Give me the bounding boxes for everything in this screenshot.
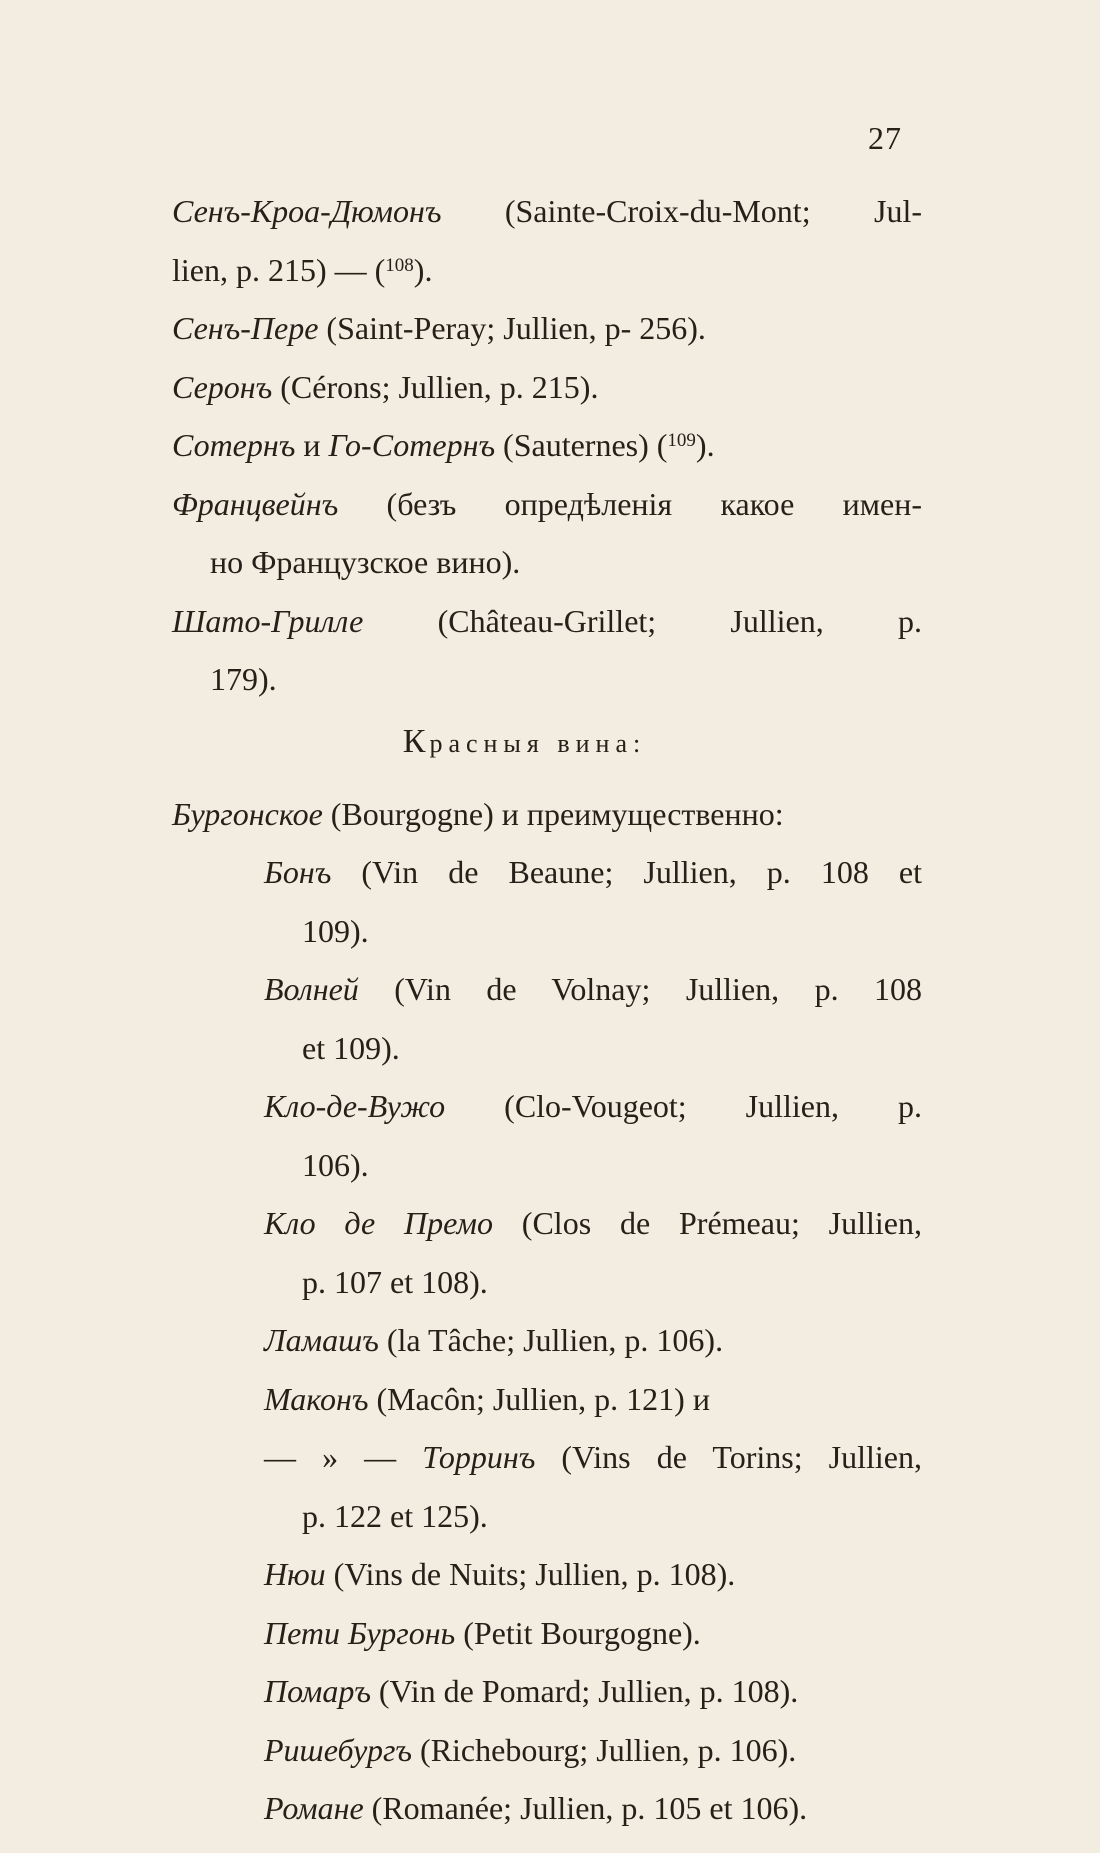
entry-text: (Vin de Beaune; Jullien, p. 108 et <box>331 854 922 890</box>
wine-entry-sauternes <box>172 416 922 475</box>
footnote-ref: 109 <box>667 430 696 451</box>
entry-text: 109). <box>302 912 369 949</box>
entry-line <box>172 1604 922 1663</box>
entry-text: 179). <box>210 661 277 697</box>
entry-head: Ламашъ <box>264 1322 379 1358</box>
entry-head: Шато-Грилле <box>172 602 364 639</box>
entry-line <box>172 1721 922 1780</box>
entry-head: Помаръ <box>264 1673 371 1709</box>
wine-entry-macon <box>172 1370 922 1429</box>
heading-text: расныя вина: <box>429 728 647 758</box>
ditto-mark: — » — <box>264 1439 423 1475</box>
entry-text: (Cérons; Jullien, p. 215). <box>272 368 599 405</box>
entry-head: Ришебургъ <box>264 1731 413 1768</box>
wine-entry-bourgogne <box>172 785 922 844</box>
wine-entry-clos-de-premeau <box>172 1194 922 1311</box>
wine-entry-volnay <box>172 960 922 1077</box>
entry-line <box>172 241 922 300</box>
wine-entry-petit-bourgogne <box>172 1604 922 1663</box>
entry-line <box>172 650 922 709</box>
footnote-ref: 108 <box>385 254 414 276</box>
entry-text: (Château-Grillet; Jullien, p. <box>363 602 922 639</box>
entry-line <box>172 1428 922 1487</box>
entry-head: Волней <box>264 971 359 1007</box>
wine-entry-saint-peray <box>172 299 922 358</box>
entry-text: (безъ опредѣленія какое имен- <box>338 485 922 522</box>
entry-text: ). <box>695 427 715 463</box>
entry-line <box>172 843 922 902</box>
entry-line <box>172 592 922 651</box>
entry-line <box>172 1019 922 1078</box>
entry-line <box>172 1077 922 1136</box>
entry-text: (Clos de Prémeau; Jullien, <box>492 1205 922 1241</box>
entry-line <box>172 785 922 844</box>
wine-entry-torins <box>172 1428 922 1545</box>
entry-text: и <box>295 427 329 463</box>
entry-line <box>172 1662 922 1721</box>
entry-line <box>172 1311 922 1370</box>
entry-text: (Saint-Peray; Jullien, p- 256). <box>318 310 706 346</box>
entry-line <box>172 533 922 592</box>
wine-entry-cerons <box>172 358 922 417</box>
wine-entry-pomard <box>172 1662 922 1721</box>
entry-line <box>172 475 922 534</box>
entry-text: (Richebourg; Jullien, p. 106). <box>412 1731 797 1768</box>
wine-entry-richebourg <box>172 1721 922 1780</box>
entry-text: (Petit Bourgogne). <box>455 1614 701 1651</box>
entry-text: et 109). <box>302 1029 400 1066</box>
wine-entry-romanee <box>172 1779 922 1838</box>
entry-head: Сотернъ <box>172 427 296 463</box>
entry-head: Кло де Премо <box>264 1205 493 1241</box>
entry-line <box>172 960 922 1019</box>
page-text <box>172 182 922 1838</box>
entry-head: Бонъ <box>264 854 332 890</box>
entry-text: 106). <box>302 1146 369 1183</box>
entry-head: Торринъ <box>422 1439 536 1475</box>
entry-head: Бургонское <box>172 795 323 832</box>
entry-head: Нюи <box>264 1556 326 1592</box>
entry-line <box>172 1487 922 1546</box>
wine-entry-beaune <box>172 843 922 960</box>
entry-line <box>172 1253 922 1312</box>
entry-line <box>172 358 922 417</box>
page-number: 27 <box>868 120 902 156</box>
entry-line <box>172 416 922 475</box>
wine-entry-sainte-croix-du-mont <box>172 182 922 299</box>
heading-initial: К <box>402 722 430 760</box>
entry-head: Маконъ <box>264 1380 369 1417</box>
wine-entry-nuits <box>172 1545 922 1604</box>
entry-text: (Clo-Vougeot; Jullien, p. <box>445 1088 922 1124</box>
entry-head: Кло-де-Вужо <box>264 1088 446 1124</box>
section-heading-red-wines <box>172 713 922 773</box>
entry-text: (la Tâche; Jullien, p. 106). <box>378 1322 724 1358</box>
wine-entry-chateau-grillet <box>172 592 922 709</box>
entry-head: Го-Сотернъ <box>328 427 496 463</box>
entry-line <box>172 299 922 358</box>
entry-text: (Vin de Pomard; Jullien, p. 108). <box>370 1673 799 1709</box>
entry-head: Францвейнъ <box>172 485 339 522</box>
entry-text: но Французское вино). <box>210 544 521 580</box>
entry-line <box>172 1370 922 1429</box>
entry-text: (Sainte-Croix-du-Mont; Jul- <box>441 193 922 229</box>
wine-entry-clos-vougeot <box>172 1077 922 1194</box>
entry-head: Пети Бургонь <box>264 1614 456 1651</box>
entry-text: (Vin de Volnay; Jullien, p. 108 <box>358 971 922 1007</box>
entry-text: lien, p. 215) — ( <box>172 251 386 288</box>
entry-head: Сенъ-Кроа-Дюмонъ <box>172 193 442 229</box>
entry-line <box>172 1194 922 1253</box>
entry-text: ). <box>413 251 433 288</box>
wine-entry-franzwein <box>172 475 922 592</box>
entry-line <box>172 1136 922 1195</box>
entry-text: (Romanée; Jullien, p. 105 et 106). <box>363 1790 808 1826</box>
entry-line <box>172 182 922 241</box>
entry-head: Серонъ <box>172 368 273 405</box>
entry-text: p. 122 et 125). <box>302 1497 488 1534</box>
entry-text: (Macôn; Jullien, p. 121) и <box>368 1380 710 1417</box>
wine-entry-la-tache <box>172 1311 922 1370</box>
entry-line <box>172 1545 922 1604</box>
entry-head: Романе <box>264 1790 364 1826</box>
entry-text: (Vins de Torins; Jullien, <box>535 1439 923 1475</box>
entry-text: (Bourgogne) и преимущественно: <box>322 795 784 832</box>
entry-head: Сенъ-Пере <box>172 310 319 346</box>
entry-text: (Sauternes) ( <box>495 427 668 463</box>
entry-line <box>172 1779 922 1838</box>
entry-text: p. 107 et 108). <box>302 1263 488 1300</box>
entry-line <box>172 902 922 961</box>
entry-text: (Vins de Nuits; Jullien, p. 108). <box>325 1556 736 1592</box>
